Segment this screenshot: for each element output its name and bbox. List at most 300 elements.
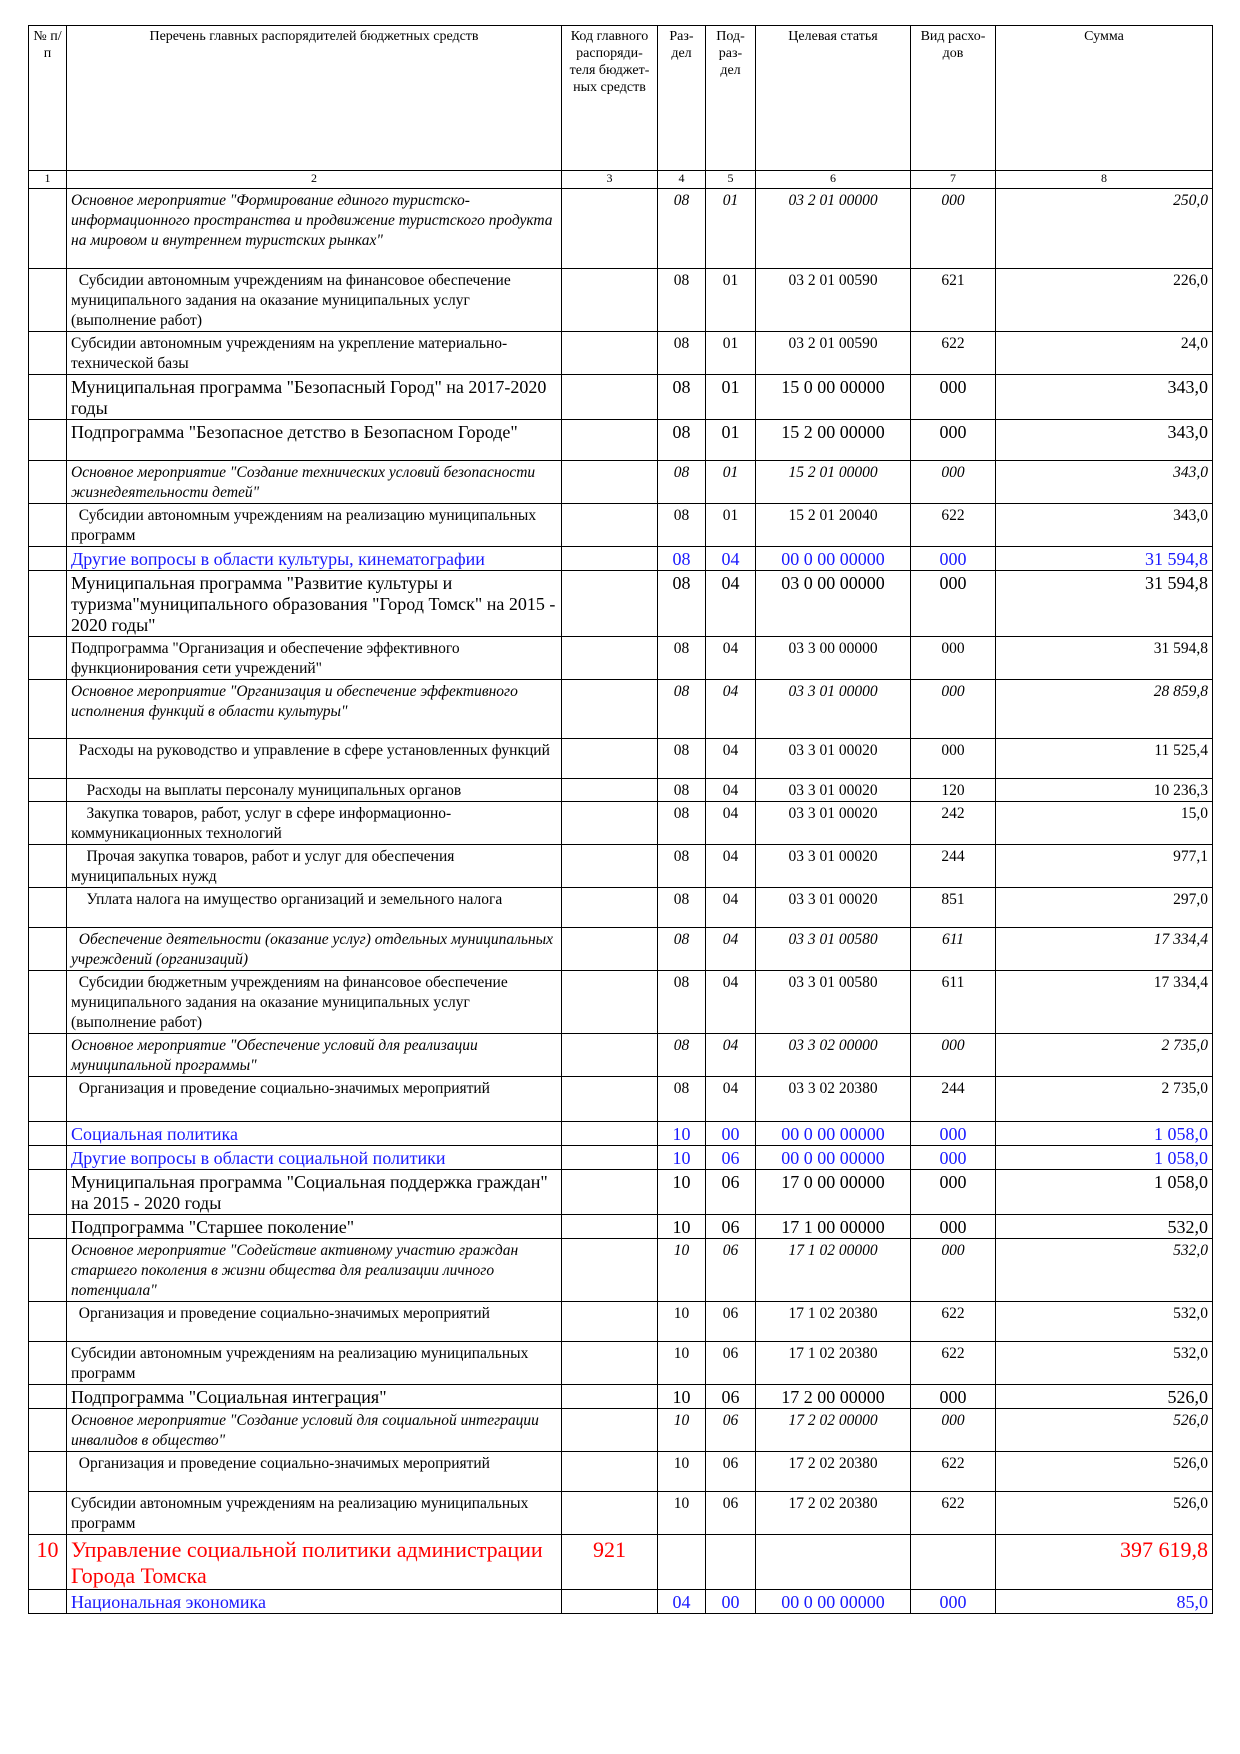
row-section: 10 <box>658 1122 706 1146</box>
row-target: 03 2 01 00590 <box>756 332 911 375</box>
table-row <box>29 269 1213 332</box>
row-target: 17 2 02 20380 <box>756 1492 911 1535</box>
column-number: 2 <box>67 171 562 189</box>
row-num <box>29 1302 67 1342</box>
row-sum: 532,0 <box>996 1302 1213 1342</box>
row-sum: 526,0 <box>996 1492 1213 1535</box>
table-row <box>29 332 1213 375</box>
row-section: 04 <box>658 1590 706 1614</box>
row-subsection: 04 <box>706 637 756 680</box>
row-num <box>29 888 67 928</box>
table-row <box>29 1122 1213 1146</box>
row-section: 08 <box>658 1034 706 1077</box>
row-num <box>29 461 67 504</box>
row-name: Уплата налога на имущество организаций и земельного налога <box>67 888 562 928</box>
row-num <box>29 928 67 971</box>
row-target: 03 3 01 00020 <box>756 888 911 928</box>
row-num <box>29 1215 67 1239</box>
row-subsection: 04 <box>706 779 756 802</box>
row-sum: 17 334,4 <box>996 928 1213 971</box>
row-vid: 244 <box>911 845 996 888</box>
header-row <box>29 26 1213 171</box>
row-target: 00 0 00 00000 <box>756 1146 911 1170</box>
row-vid: 621 <box>911 269 996 332</box>
row-vid: 000 <box>911 1215 996 1239</box>
row-name: Основное мероприятие "Организация и обеспечение эффективного исполнения функций в области культуры" <box>67 680 562 739</box>
table-body <box>29 189 1213 1614</box>
row-vid: 611 <box>911 971 996 1034</box>
row-sum: 526,0 <box>996 1385 1213 1409</box>
row-name: Субсидии автономным учреждениям на реализацию муниципальных программ <box>67 1492 562 1535</box>
row-code <box>562 1409 658 1452</box>
table-row <box>29 1535 1213 1590</box>
row-subsection: 01 <box>706 332 756 375</box>
row-target: 00 0 00 00000 <box>756 1590 911 1614</box>
row-section: 10 <box>658 1215 706 1239</box>
row-name: Субсидии бюджетным учреждениям на финансовое обеспечение муниципального задания на оказание муниципальных услуг (выполнение работ) <box>67 971 562 1034</box>
table-row <box>29 845 1213 888</box>
row-target: 17 1 02 20380 <box>756 1342 911 1385</box>
row-section: 08 <box>658 461 706 504</box>
table-row <box>29 375 1213 420</box>
row-num <box>29 547 67 571</box>
row-vid: 000 <box>911 189 996 269</box>
row-sum: 2 735,0 <box>996 1034 1213 1077</box>
row-target: 03 3 01 00020 <box>756 779 911 802</box>
table-row <box>29 1492 1213 1535</box>
row-vid: 622 <box>911 504 996 547</box>
row-target: 03 3 01 00020 <box>756 802 911 845</box>
column-number-row <box>29 171 1213 189</box>
row-target: 00 0 00 00000 <box>756 1122 911 1146</box>
row-subsection: 06 <box>706 1492 756 1535</box>
row-target: 17 1 02 00000 <box>756 1239 911 1302</box>
row-vid: 000 <box>911 637 996 680</box>
row-target <box>756 1535 911 1590</box>
column-number: 6 <box>756 171 911 189</box>
row-name: Подпрограмма "Организация и обеспечение эффективного функционирования сети учреждений" <box>67 637 562 680</box>
row-subsection: 06 <box>706 1342 756 1385</box>
row-code <box>562 1452 658 1492</box>
table-row <box>29 779 1213 802</box>
row-name: Подпрограмма "Социальная интеграция" <box>67 1385 562 1409</box>
row-name: Закупка товаров, работ, услуг в сфере информационно-коммуникационных технологий <box>67 802 562 845</box>
row-target: 03 0 00 00000 <box>756 571 911 637</box>
row-name: Субсидии автономным учреждениям на реализацию муниципальных программ <box>67 504 562 547</box>
header-num: № п/п <box>29 26 67 171</box>
row-vid: 000 <box>911 461 996 504</box>
row-sum: 31 594,8 <box>996 637 1213 680</box>
table-row <box>29 547 1213 571</box>
row-target: 03 3 01 00580 <box>756 971 911 1034</box>
row-subsection: 06 <box>706 1239 756 1302</box>
row-name: Национальная экономика <box>67 1590 562 1614</box>
row-code <box>562 779 658 802</box>
row-vid: 611 <box>911 928 996 971</box>
row-name: Обеспечение деятельности (оказание услуг) отдельных муниципальных учреждений (организаций) <box>67 928 562 971</box>
row-code <box>562 375 658 420</box>
row-target: 03 3 01 00020 <box>756 845 911 888</box>
row-section: 08 <box>658 332 706 375</box>
row-name: Прочая закупка товаров, работ и услуг для обеспечения муниципальных нужд <box>67 845 562 888</box>
header-vid: Вид расхо-дов <box>911 26 996 171</box>
row-subsection: 01 <box>706 375 756 420</box>
row-vid <box>911 1535 996 1590</box>
row-num <box>29 1122 67 1146</box>
row-vid: 000 <box>911 420 996 461</box>
row-subsection: 04 <box>706 571 756 637</box>
row-name: Субсидии автономным учреждениям на финансовое обеспечение муниципального задания на оказание муниципальных услуг (выполнение работ) <box>67 269 562 332</box>
column-number: 5 <box>706 171 756 189</box>
header-sum: Сумма <box>996 26 1213 171</box>
row-subsection: 04 <box>706 680 756 739</box>
table-row <box>29 1452 1213 1492</box>
header-code: Код главного распоряди-теля бюджет-ных средств <box>562 26 658 171</box>
row-vid: 622 <box>911 332 996 375</box>
row-subsection: 04 <box>706 1034 756 1077</box>
column-number: 1 <box>29 171 67 189</box>
column-number: 3 <box>562 171 658 189</box>
row-target: 03 3 02 00000 <box>756 1034 911 1077</box>
header-subsection: Под-раз-дел <box>706 26 756 171</box>
row-num <box>29 1239 67 1302</box>
row-vid: 000 <box>911 680 996 739</box>
row-subsection: 01 <box>706 189 756 269</box>
row-sum: 532,0 <box>996 1215 1213 1239</box>
table-row <box>29 189 1213 269</box>
table-row <box>29 1385 1213 1409</box>
row-name: Субсидии автономным учреждениям на укрепление материально-технической базы <box>67 332 562 375</box>
row-section: 08 <box>658 739 706 779</box>
row-target: 03 3 00 00000 <box>756 637 911 680</box>
row-code <box>562 1034 658 1077</box>
row-code <box>562 680 658 739</box>
row-vid: 851 <box>911 888 996 928</box>
row-section: 10 <box>658 1146 706 1170</box>
column-number: 8 <box>996 171 1213 189</box>
row-name: Расходы на руководство и управление в сфере установленных функций <box>67 739 562 779</box>
row-target: 00 0 00 00000 <box>756 547 911 571</box>
table-row <box>29 971 1213 1034</box>
row-num <box>29 1492 67 1535</box>
row-num <box>29 1077 67 1122</box>
row-num <box>29 845 67 888</box>
row-vid: 000 <box>911 1034 996 1077</box>
row-subsection: 04 <box>706 888 756 928</box>
row-sum: 526,0 <box>996 1452 1213 1492</box>
row-target: 03 2 01 00590 <box>756 269 911 332</box>
row-name: Подпрограмма "Старшее поколение" <box>67 1215 562 1239</box>
table-row <box>29 637 1213 680</box>
row-num <box>29 779 67 802</box>
row-name: Основное мероприятие "Содействие активному участию граждан старшего поколения в жизни общества для реализации личного потенциала" <box>67 1239 562 1302</box>
row-section: 08 <box>658 504 706 547</box>
row-num <box>29 802 67 845</box>
row-num <box>29 971 67 1034</box>
row-num <box>29 420 67 461</box>
column-number: 7 <box>911 171 996 189</box>
row-section: 08 <box>658 189 706 269</box>
row-target: 17 2 02 00000 <box>756 1409 911 1452</box>
row-name: Социальная политика <box>67 1122 562 1146</box>
row-sum: 28 859,8 <box>996 680 1213 739</box>
row-num <box>29 1342 67 1385</box>
row-section: 08 <box>658 971 706 1034</box>
row-vid: 000 <box>911 375 996 420</box>
row-code <box>562 1590 658 1614</box>
row-section: 08 <box>658 269 706 332</box>
row-subsection: 01 <box>706 420 756 461</box>
budget-table <box>28 25 1213 1614</box>
row-code <box>562 1342 658 1385</box>
table-row <box>29 420 1213 461</box>
row-target: 15 2 01 20040 <box>756 504 911 547</box>
row-vid: 000 <box>911 1122 996 1146</box>
table-row <box>29 461 1213 504</box>
row-code <box>562 269 658 332</box>
row-section: 08 <box>658 802 706 845</box>
row-vid: 000 <box>911 1409 996 1452</box>
row-section: 10 <box>658 1409 706 1452</box>
row-sum: 1 058,0 <box>996 1122 1213 1146</box>
table-row <box>29 1146 1213 1170</box>
row-name: Расходы на выплаты персоналу муниципальных органов <box>67 779 562 802</box>
row-name: Основное мероприятие "Создание условий для социальной интеграции инвалидов в общество" <box>67 1409 562 1452</box>
row-sum: 24,0 <box>996 332 1213 375</box>
row-code <box>562 802 658 845</box>
row-subsection: 04 <box>706 1077 756 1122</box>
row-name: Муниципальная программа "Социальная поддержка граждан" на 2015 - 2020 годы <box>67 1170 562 1215</box>
row-vid: 000 <box>911 1170 996 1215</box>
table-row <box>29 504 1213 547</box>
row-num <box>29 739 67 779</box>
row-section: 08 <box>658 888 706 928</box>
row-subsection: 04 <box>706 739 756 779</box>
row-code <box>562 420 658 461</box>
row-name: Основное мероприятие "Создание технических условий безопасности жизнедеятельности детей" <box>67 461 562 504</box>
row-code <box>562 332 658 375</box>
row-code <box>562 1170 658 1215</box>
row-vid: 000 <box>911 1239 996 1302</box>
row-target: 03 3 02 20380 <box>756 1077 911 1122</box>
row-target: 17 2 00 00000 <box>756 1385 911 1409</box>
row-subsection: 04 <box>706 802 756 845</box>
row-code <box>562 1302 658 1342</box>
row-sum: 526,0 <box>996 1409 1213 1452</box>
row-code <box>562 571 658 637</box>
row-section: 08 <box>658 375 706 420</box>
table-row <box>29 1239 1213 1302</box>
row-vid: 622 <box>911 1452 996 1492</box>
row-subsection <box>706 1535 756 1590</box>
row-code <box>562 1077 658 1122</box>
row-vid: 000 <box>911 1590 996 1614</box>
row-num <box>29 375 67 420</box>
row-subsection: 04 <box>706 547 756 571</box>
row-num <box>29 1170 67 1215</box>
row-num <box>29 269 67 332</box>
row-num <box>29 1409 67 1452</box>
row-target: 17 1 00 00000 <box>756 1215 911 1239</box>
row-vid: 000 <box>911 739 996 779</box>
row-subsection: 00 <box>706 1590 756 1614</box>
row-vid: 622 <box>911 1342 996 1385</box>
row-sum: 532,0 <box>996 1239 1213 1302</box>
row-num <box>29 637 67 680</box>
table-row <box>29 1077 1213 1122</box>
table-row <box>29 571 1213 637</box>
row-subsection: 06 <box>706 1385 756 1409</box>
row-name: Управление социальной политики администрации Города Томска <box>67 1535 562 1590</box>
row-section: 10 <box>658 1492 706 1535</box>
row-num <box>29 1385 67 1409</box>
row-section: 08 <box>658 637 706 680</box>
row-sum: 226,0 <box>996 269 1213 332</box>
header-section: Раз-дел <box>658 26 706 171</box>
table-row <box>29 1215 1213 1239</box>
row-sum: 31 594,8 <box>996 571 1213 637</box>
row-sum: 1 058,0 <box>996 1146 1213 1170</box>
row-code <box>562 547 658 571</box>
table-row <box>29 1170 1213 1215</box>
row-code <box>562 739 658 779</box>
row-target: 03 2 01 00000 <box>756 189 911 269</box>
row-num <box>29 680 67 739</box>
row-code <box>562 971 658 1034</box>
row-section: 08 <box>658 928 706 971</box>
row-subsection: 04 <box>706 928 756 971</box>
row-target: 03 3 01 00580 <box>756 928 911 971</box>
row-section: 08 <box>658 680 706 739</box>
row-section: 08 <box>658 547 706 571</box>
row-name: Муниципальная программа "Развитие культуры и туризма"муниципального образования "Город Томск" на 2015 - 2020 годы" <box>67 571 562 637</box>
row-sum: 977,1 <box>996 845 1213 888</box>
row-sum: 2 735,0 <box>996 1077 1213 1122</box>
table-row <box>29 888 1213 928</box>
row-section: 10 <box>658 1385 706 1409</box>
budget-table-sheet <box>28 25 1212 1614</box>
row-target: 03 3 01 00000 <box>756 680 911 739</box>
row-section: 08 <box>658 845 706 888</box>
row-vid: 120 <box>911 779 996 802</box>
row-sum: 31 594,8 <box>996 547 1213 571</box>
row-vid: 000 <box>911 1146 996 1170</box>
row-code <box>562 1146 658 1170</box>
row-section: 08 <box>658 420 706 461</box>
row-name: Основное мероприятие "Формирование единого туристско-информационного пространства и продвижение туристского продукта на мировом и внутреннем туристских рынках" <box>67 189 562 269</box>
table-row <box>29 1034 1213 1077</box>
row-vid: 622 <box>911 1492 996 1535</box>
row-sum: 532,0 <box>996 1342 1213 1385</box>
row-target: 17 0 00 00000 <box>756 1170 911 1215</box>
table-row <box>29 928 1213 971</box>
row-code <box>562 928 658 971</box>
header-target: Целевая статья <box>756 26 911 171</box>
row-sum: 1 058,0 <box>996 1170 1213 1215</box>
row-sum: 11 525,4 <box>996 739 1213 779</box>
row-sum: 397 619,8 <box>996 1535 1213 1590</box>
row-name: Организация и проведение социально-значимых мероприятий <box>67 1077 562 1122</box>
row-subsection: 04 <box>706 845 756 888</box>
row-name: Муниципальная программа "Безопасный Город" на 2017-2020 годы <box>67 375 562 420</box>
row-vid: 000 <box>911 1385 996 1409</box>
row-num <box>29 1034 67 1077</box>
row-code: 921 <box>562 1535 658 1590</box>
row-code <box>562 637 658 680</box>
row-sum: 297,0 <box>996 888 1213 928</box>
row-sum: 343,0 <box>996 461 1213 504</box>
row-subsection: 04 <box>706 971 756 1034</box>
row-subsection: 06 <box>706 1452 756 1492</box>
table-row <box>29 1342 1213 1385</box>
row-num: 10 <box>29 1535 67 1590</box>
row-name: Другие вопросы в области культуры, кинематографии <box>67 547 562 571</box>
column-number: 4 <box>658 171 706 189</box>
table-row <box>29 1409 1213 1452</box>
row-sum: 343,0 <box>996 504 1213 547</box>
row-subsection: 01 <box>706 461 756 504</box>
row-target: 15 0 00 00000 <box>756 375 911 420</box>
row-vid: 000 <box>911 547 996 571</box>
row-code <box>562 845 658 888</box>
row-vid: 000 <box>911 571 996 637</box>
row-name: Организация и проведение социально-значимых мероприятий <box>67 1302 562 1342</box>
row-section: 08 <box>658 779 706 802</box>
row-target: 03 3 01 00020 <box>756 739 911 779</box>
row-num <box>29 1452 67 1492</box>
row-code <box>562 1239 658 1302</box>
row-section: 10 <box>658 1302 706 1342</box>
row-subsection: 06 <box>706 1146 756 1170</box>
row-vid: 622 <box>911 1302 996 1342</box>
row-code <box>562 1122 658 1146</box>
row-sum: 15,0 <box>996 802 1213 845</box>
row-vid: 244 <box>911 1077 996 1122</box>
row-code <box>562 461 658 504</box>
row-target: 15 2 00 00000 <box>756 420 911 461</box>
table-row <box>29 1302 1213 1342</box>
row-vid: 242 <box>911 802 996 845</box>
row-code <box>562 1385 658 1409</box>
row-subsection: 06 <box>706 1409 756 1452</box>
row-sum: 85,0 <box>996 1590 1213 1614</box>
row-subsection: 06 <box>706 1302 756 1342</box>
row-section: 10 <box>658 1342 706 1385</box>
row-sum: 10 236,3 <box>996 779 1213 802</box>
table-row <box>29 739 1213 779</box>
row-num <box>29 1590 67 1614</box>
row-num <box>29 189 67 269</box>
row-code <box>562 888 658 928</box>
row-section: 08 <box>658 571 706 637</box>
table-row <box>29 680 1213 739</box>
row-name: Подпрограмма "Безопасное детство в Безопасном Городе" <box>67 420 562 461</box>
row-sum: 17 334,4 <box>996 971 1213 1034</box>
row-subsection: 01 <box>706 269 756 332</box>
row-name: Субсидии автономным учреждениям на реализацию муниципальных программ <box>67 1342 562 1385</box>
row-name: Основное мероприятие "Обеспечение условий для реализации муниципальной программы" <box>67 1034 562 1077</box>
row-num <box>29 332 67 375</box>
row-target: 17 2 02 20380 <box>756 1452 911 1492</box>
row-subsection: 01 <box>706 504 756 547</box>
row-code <box>562 1492 658 1535</box>
row-code <box>562 189 658 269</box>
row-subsection: 00 <box>706 1122 756 1146</box>
table-row <box>29 1590 1213 1614</box>
row-name: Другие вопросы в области социальной политики <box>67 1146 562 1170</box>
row-code <box>562 504 658 547</box>
row-subsection: 06 <box>706 1170 756 1215</box>
